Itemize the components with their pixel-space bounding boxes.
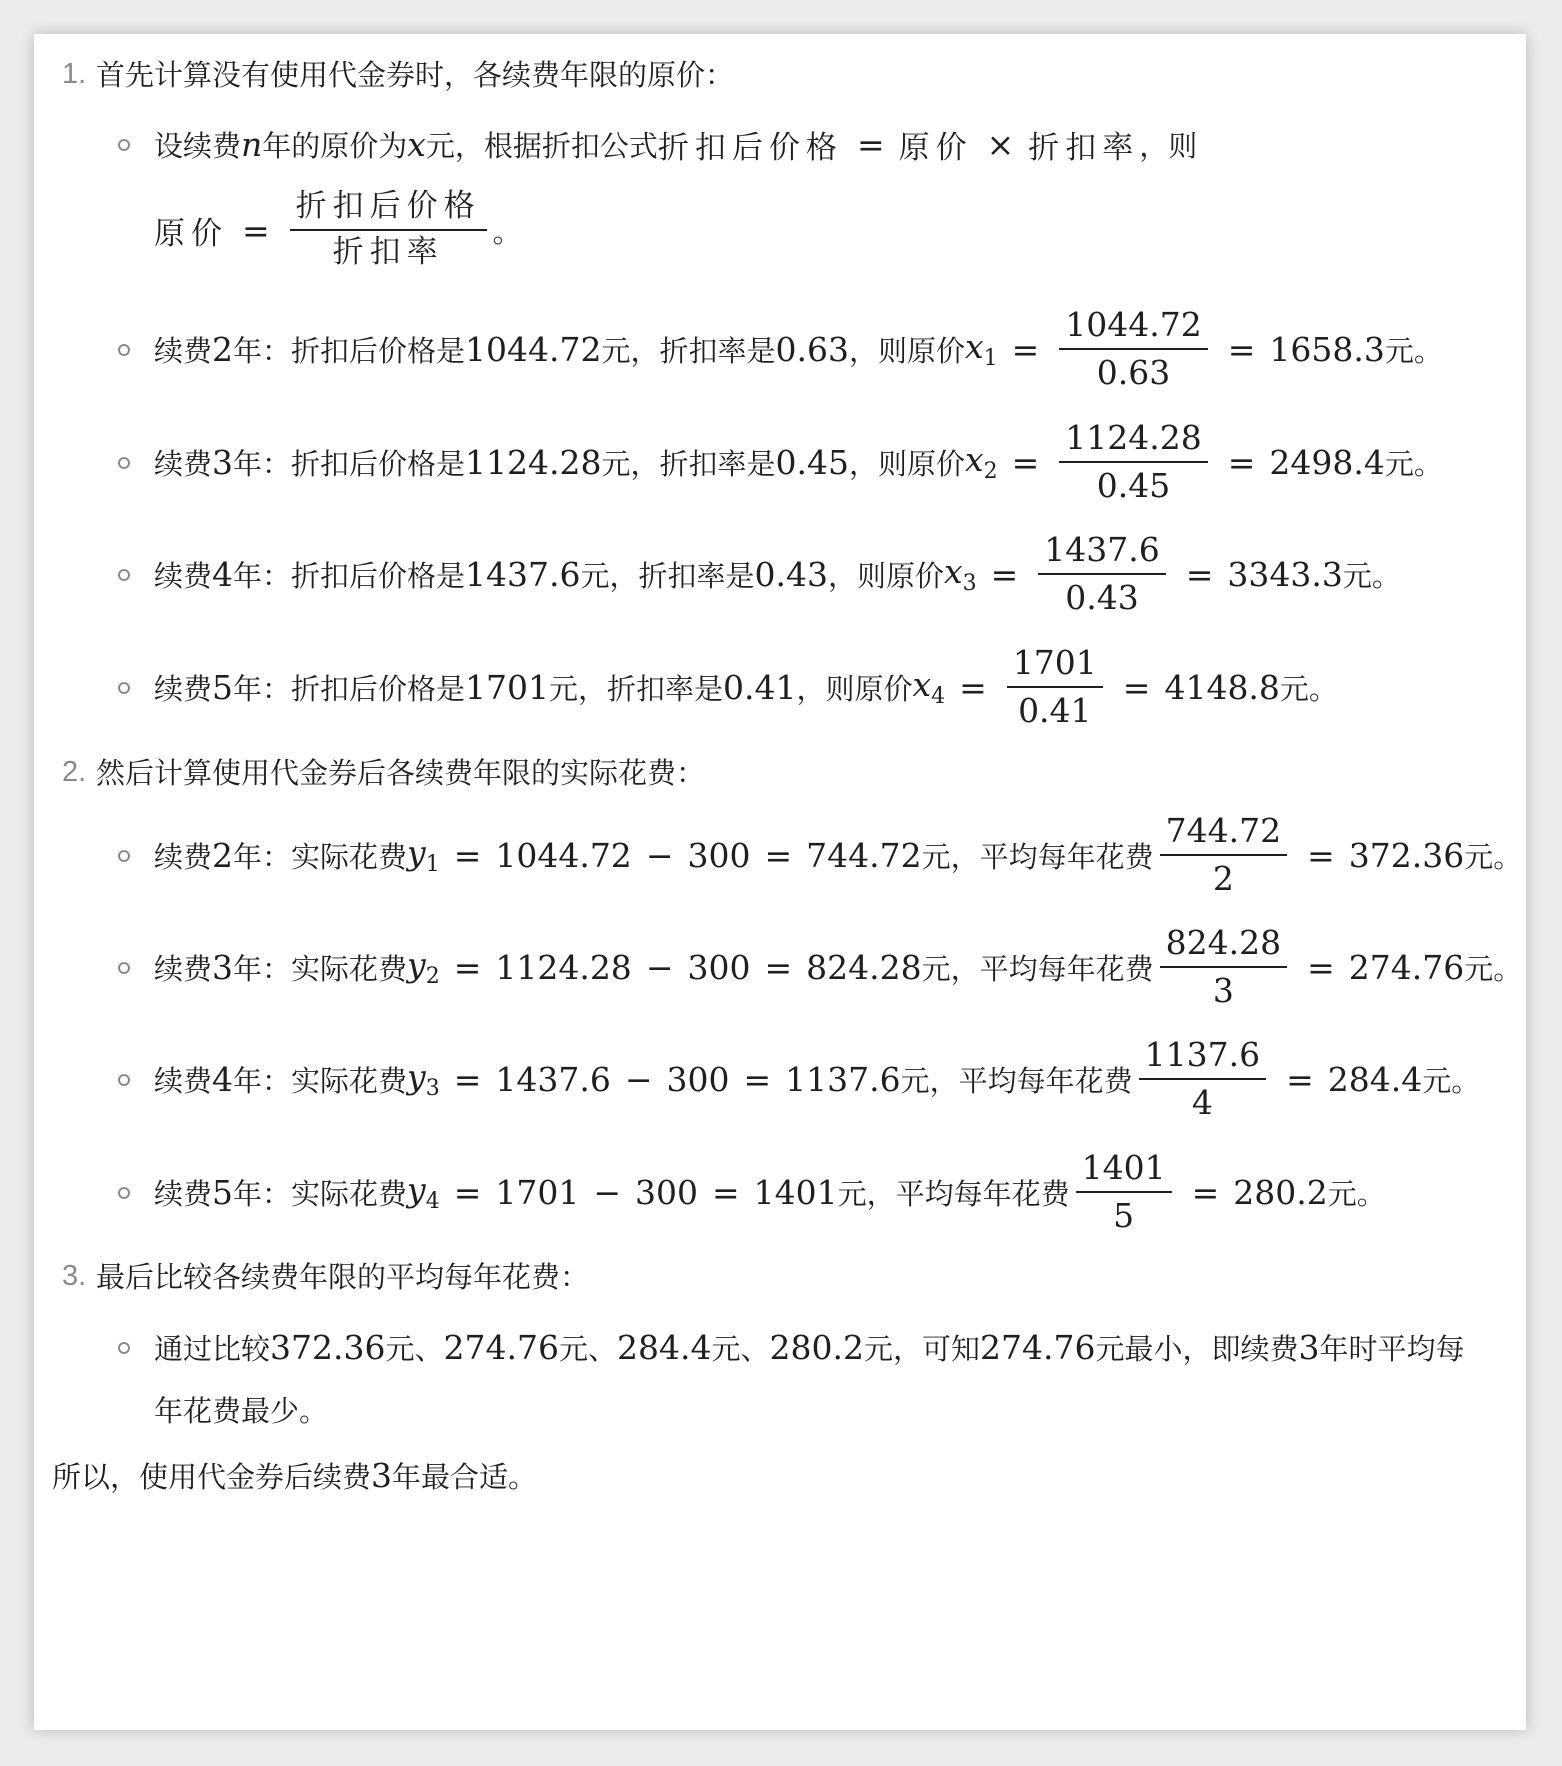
text: 元，可知	[863, 1331, 980, 1366]
fraction-numerator: 折扣后价格	[290, 189, 487, 231]
fraction-numerator: 1437.6	[1038, 531, 1165, 575]
equals: =	[743, 1059, 772, 1099]
equals: =	[1307, 835, 1335, 875]
text: ，则原价	[849, 333, 966, 368]
bullet	[118, 457, 130, 469]
year: 3	[212, 947, 234, 987]
year: 5	[212, 1172, 234, 1212]
bullet	[118, 850, 130, 862]
var-letter: x	[912, 665, 932, 704]
text: 年：折扣后价格是	[233, 333, 466, 368]
equals: =	[856, 124, 885, 164]
bullet	[118, 962, 130, 974]
fraction-denominator: 0.45	[1096, 466, 1171, 505]
text: 元、	[711, 1331, 770, 1366]
var-subscript: 4	[425, 1189, 440, 1214]
fraction	[290, 189, 487, 270]
text: 年：折扣后价格是	[233, 558, 466, 593]
equals: =	[1227, 442, 1256, 482]
list-item	[154, 642, 1338, 732]
fraction	[1007, 644, 1103, 730]
comparison-line-1	[154, 1312, 1464, 1382]
var-subscript: 2	[983, 459, 998, 484]
fraction	[1059, 419, 1207, 505]
voucher: 300	[634, 1172, 698, 1212]
result: 3343.3	[1227, 554, 1343, 594]
var-letter: x	[944, 552, 963, 591]
text: 年：实际花费	[233, 1176, 408, 1211]
text: 通过比较	[154, 1331, 271, 1366]
text: 设续费	[154, 128, 242, 163]
text: 元。	[1327, 1176, 1386, 1211]
year: 5	[212, 667, 234, 707]
text: 年：折扣后价格是	[233, 671, 466, 706]
price: 1044.72	[465, 329, 602, 369]
fraction	[1076, 1149, 1172, 1235]
text: 元、	[385, 1331, 444, 1366]
result: 284.4	[1327, 1059, 1423, 1099]
equals: =	[1227, 329, 1256, 369]
var-subscript: 1	[983, 346, 998, 371]
fraction	[1160, 812, 1287, 898]
equals: =	[242, 210, 270, 250]
formula-intro-line	[154, 99, 1197, 189]
var-subscript: 1	[425, 852, 440, 877]
text: 年：折扣后价格是	[233, 446, 466, 481]
text: 元，平均每年花费	[900, 1063, 1133, 1098]
fraction	[1160, 924, 1287, 1010]
var-letter: x	[965, 327, 984, 366]
text: 年的原价为	[262, 128, 408, 163]
list-item	[154, 417, 1443, 507]
equals: =	[1307, 947, 1335, 987]
fraction	[1059, 306, 1207, 392]
var-n: n	[241, 124, 263, 164]
word-discount-price: 折扣后价格	[657, 129, 843, 166]
text: 续费	[154, 558, 213, 593]
year: 4	[212, 554, 234, 594]
voucher: 300	[666, 1059, 730, 1099]
var	[965, 440, 998, 484]
conclusion	[52, 1440, 537, 1510]
voucher: 300	[687, 835, 751, 875]
var	[407, 1057, 440, 1101]
text: 元。	[1384, 333, 1443, 368]
bullet	[118, 569, 130, 581]
fraction-denominator: 折扣率	[332, 234, 444, 270]
fraction-denominator: 3	[1212, 971, 1234, 1010]
text: 续费	[154, 839, 213, 874]
text: 元，平均每年花费	[837, 1176, 1070, 1211]
price: 1701	[465, 667, 550, 707]
list-item	[154, 922, 1522, 1012]
value: 372.36	[270, 1327, 386, 1367]
fraction	[1139, 1036, 1266, 1122]
equals: =	[453, 947, 482, 987]
var-letter: y	[407, 833, 426, 872]
text: 元。	[1464, 951, 1523, 986]
fraction-denominator: 0.63	[1096, 353, 1171, 392]
voucher: 300	[687, 947, 751, 987]
text: 年：实际花费	[233, 1063, 408, 1098]
times: ×	[986, 124, 1015, 164]
equals: =	[1191, 1172, 1220, 1212]
value: 3	[371, 1455, 393, 1495]
bullet	[118, 682, 130, 694]
text: 年花费最少。	[154, 1393, 329, 1428]
list-item	[154, 1147, 1386, 1237]
value: 274.76	[979, 1327, 1096, 1367]
result: 1658.3	[1269, 329, 1385, 369]
actual-cost: 1137.6	[785, 1059, 901, 1099]
text: 元。	[1464, 839, 1523, 874]
step-title-2: 然后计算使用代金券后各续费年限的实际花费：	[96, 756, 706, 790]
rate: 0.41	[723, 667, 797, 707]
var-subscript: 2	[425, 964, 440, 989]
bullet	[118, 344, 130, 356]
fraction-denominator: 2	[1212, 859, 1234, 898]
equals: =	[764, 835, 793, 875]
text: 年最合适。	[392, 1459, 538, 1494]
text: 续费	[154, 333, 213, 368]
minus: −	[645, 947, 674, 987]
var	[407, 833, 440, 877]
step-number-2: 2.	[62, 756, 87, 788]
text: 续费	[154, 446, 213, 481]
result: 4148.8	[1164, 667, 1280, 707]
equals: =	[959, 667, 987, 707]
fraction-numerator: 1044.72	[1059, 306, 1207, 350]
fraction-denominator: 5	[1113, 1196, 1135, 1235]
step-number-3: 3.	[62, 1260, 87, 1292]
rate: 0.45	[775, 442, 849, 482]
bullet	[118, 1187, 130, 1199]
fraction-numerator: 1137.6	[1139, 1036, 1266, 1080]
value: 284.4	[616, 1327, 712, 1367]
equals: =	[1011, 442, 1040, 482]
price: 1437.6	[495, 1059, 611, 1099]
actual-cost: 744.72	[806, 835, 922, 875]
text: 年：实际花费	[233, 839, 408, 874]
comparison-line-2	[154, 1374, 328, 1444]
text: 所以，使用代金券后续费	[52, 1459, 372, 1494]
text: 元、	[558, 1331, 617, 1366]
fraction-numerator: 744.72	[1160, 812, 1287, 856]
word-original-price: 原价	[898, 129, 973, 166]
text: 。	[492, 214, 522, 249]
list-item	[154, 304, 1443, 394]
text: 续费	[154, 951, 213, 986]
equals: =	[1122, 667, 1151, 707]
text: ，则原价	[849, 446, 966, 481]
fraction-numerator: 1401	[1076, 1149, 1172, 1193]
text: 元，平均每年花费	[921, 839, 1154, 874]
text: 续费	[154, 1176, 213, 1211]
text: 年：实际花费	[233, 951, 408, 986]
var	[913, 665, 946, 709]
formula-original-price	[154, 184, 522, 276]
list-item	[154, 529, 1401, 619]
rate: 0.43	[754, 554, 828, 594]
var	[407, 945, 440, 989]
equals: =	[453, 1059, 482, 1099]
minus: −	[624, 1059, 653, 1099]
result: 2498.4	[1269, 442, 1385, 482]
year: 3	[212, 442, 234, 482]
var-subscript: 4	[931, 684, 946, 709]
equals: =	[990, 554, 1019, 594]
equals: =	[453, 835, 482, 875]
minus: −	[645, 835, 674, 875]
value: 3	[1298, 1327, 1320, 1367]
list-item	[154, 810, 1522, 900]
actual-cost: 824.28	[806, 947, 922, 987]
text: 元，平均每年花费	[921, 951, 1154, 986]
text: 元。	[1279, 671, 1338, 706]
year: 2	[212, 329, 234, 369]
text: 元最小，即续费	[1095, 1331, 1299, 1366]
list-item	[154, 1034, 1480, 1124]
text: 元，折扣率是	[601, 333, 776, 368]
year: 4	[212, 1059, 234, 1099]
text: ，则原价	[828, 558, 945, 593]
fraction	[1038, 531, 1165, 617]
var	[965, 327, 998, 371]
fraction-denominator: 4	[1191, 1083, 1213, 1122]
equals: =	[1286, 1059, 1314, 1099]
step-title-3: 最后比较各续费年限的平均每年花费：	[96, 1260, 590, 1294]
var-letter: y	[407, 1057, 426, 1096]
result: 274.76	[1348, 947, 1465, 987]
price: 1437.6	[465, 554, 581, 594]
var-x: x	[407, 124, 426, 164]
bullet	[118, 1074, 130, 1086]
text: ，则	[1139, 128, 1198, 163]
value: 280.2	[769, 1327, 864, 1367]
price: 1701	[495, 1172, 580, 1212]
var	[944, 552, 977, 596]
text: 元。	[1342, 558, 1401, 593]
price: 1044.72	[495, 835, 632, 875]
text: 元。	[1384, 446, 1443, 481]
equals: =	[453, 1172, 482, 1212]
bullet	[118, 139, 130, 151]
result: 280.2	[1233, 1172, 1328, 1212]
bullet	[118, 1342, 130, 1354]
price: 1124.28	[495, 947, 632, 987]
text: ，则原价	[796, 671, 913, 706]
step-number-1: 1.	[62, 58, 87, 90]
step-title-1: 首先计算没有使用代金券时，各续费年限的原价：	[96, 58, 735, 92]
value: 274.76	[443, 1327, 559, 1367]
var-letter: x	[965, 440, 984, 479]
text: 年时平均每	[1319, 1331, 1465, 1366]
word-original-price: 原价	[154, 215, 228, 252]
fraction-denominator: 0.41	[1018, 691, 1092, 730]
rate: 0.63	[775, 329, 849, 369]
var-letter: y	[407, 1170, 426, 1209]
text: 元，折扣率是	[549, 671, 724, 706]
text: 元。	[1422, 1063, 1481, 1098]
result: 372.36	[1348, 835, 1465, 875]
price: 1124.28	[465, 442, 602, 482]
equals: =	[764, 947, 793, 987]
fraction-numerator: 1701	[1007, 644, 1103, 688]
minus: −	[593, 1172, 621, 1212]
text: 元，折扣率是	[601, 446, 776, 481]
actual-cost: 1401	[753, 1172, 838, 1212]
fraction-numerator: 1124.28	[1059, 419, 1207, 463]
equals: =	[1185, 554, 1214, 594]
word-discount-rate: 折扣率	[1028, 129, 1140, 166]
var-subscript: 3	[962, 571, 977, 596]
text: 续费	[154, 1063, 213, 1098]
equals: =	[1011, 329, 1040, 369]
equals: =	[711, 1172, 740, 1212]
var-letter: y	[407, 945, 426, 984]
text: 元，折扣率是	[580, 558, 755, 593]
fraction-denominator: 0.43	[1065, 578, 1139, 617]
var	[407, 1170, 440, 1214]
text: 续费	[154, 671, 213, 706]
fraction-numerator: 824.28	[1160, 924, 1287, 968]
var-subscript: 3	[425, 1076, 440, 1101]
year: 2	[212, 835, 234, 875]
text: 元，根据折扣公式	[425, 128, 658, 163]
